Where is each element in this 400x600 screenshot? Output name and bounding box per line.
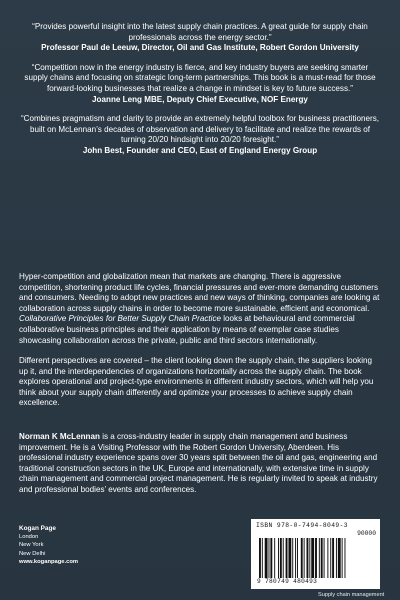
author-bio-text: is a cross-industry leader in supply chain management and business improvement. He is a Visiting Professor with the Robert Gordon University, Aberdeen. His professional industry experience spans over 30 years split between the oil and gas, engineering and traditional construction sectors in the UK, Europe and internationally, with extensive time in supply chain management and commercial project management. He is regularly invited to speak at industry and professional bodies’ events and conferences. <box>19 432 378 494</box>
description-paragraph-2 <box>19 356 381 409</box>
endorsement-quote <box>20 114 380 156</box>
quote-attribution: Joanne Leng MBE, Deputy Chief Executive, NOF Energy <box>92 94 308 104</box>
publisher-city: London <box>19 534 39 541</box>
endorsement-quote <box>20 22 380 54</box>
description-text: Hyper-competition and globalization mean that markets are changing. There is aggressive competition, shortening product life cycles, financial pressures and ever-more demanding customers and consumers. Needing to adopt new practices and new ways of thinking, companies are looking at collaboration across supply chains in order to become more sustainable, efficient and economical. <box>19 272 380 313</box>
quote-attribution: Professor Paul de Leeuw, Director, Oil and Gas Institute, Robert Gordon University <box>41 43 359 53</box>
category-label: Supply chain management <box>318 592 385 598</box>
barcode-bars <box>259 538 371 578</box>
publisher-info <box>19 525 139 566</box>
endorsements <box>20 22 380 166</box>
isbn-barcode <box>251 519 380 589</box>
quote-text: “Competition now in the energy industry is fierce, and key industry buyers are seeking smarter supply chains and focusing on strategic long-term partnerships. This book is a must-read for those forward-looking businesses that realize a change in mindset is key to future success.” <box>24 62 376 93</box>
description-text: Different perspectives are covered – the client looking down the supply chain, the suppliers looking up it, and the interdependencies of organizations horizontally across the supply chain. The book explores operational and project-type environments in different industry sectors, which will help you think about your supply chain differently and optimize your processes to achieve supply chain excellence. <box>19 356 374 408</box>
author-bio <box>19 432 381 496</box>
barcode-digits: 9 780749 480493 <box>257 578 318 585</box>
publisher-name: Kogan Page <box>19 525 56 532</box>
isbn-number: ISBN 978-0-7494-8049-3 <box>256 522 348 529</box>
publisher-city: New York <box>19 542 44 549</box>
description-text: looks at behavioural and commercial collaborative business principles and their application by means of exemplar case studies showcasing collaboration across the private, public and third sectors internationally. <box>19 314 355 345</box>
book-title: Collaborative Principles for Better Supply Chain Practice <box>19 314 221 324</box>
quote-text: “Combines pragmatism and clarity to provide an extremely helpful toolbox for business practitioners, built on McLennan’s decades of observation and delivery to facilitate and realize the rewards of turning 20/20 hindsight into 20/20 foresight.” <box>20 114 380 145</box>
publisher-city: New Delhi <box>19 550 46 557</box>
description-paragraph-1 <box>19 272 381 346</box>
price-code: 90000 <box>357 530 376 537</box>
quote-text: “Provides powerful insight into the latest supply chain practices. A great guide for supply chain professionals across the energy sector.” <box>32 22 368 42</box>
endorsement-quote <box>20 63 380 105</box>
publisher-url: www.koganpage.com <box>19 558 79 565</box>
quote-attribution: John Best, Founder and CEO, East of England Energy Group <box>82 145 318 155</box>
author-name: Norman K McLennan <box>19 432 100 441</box>
